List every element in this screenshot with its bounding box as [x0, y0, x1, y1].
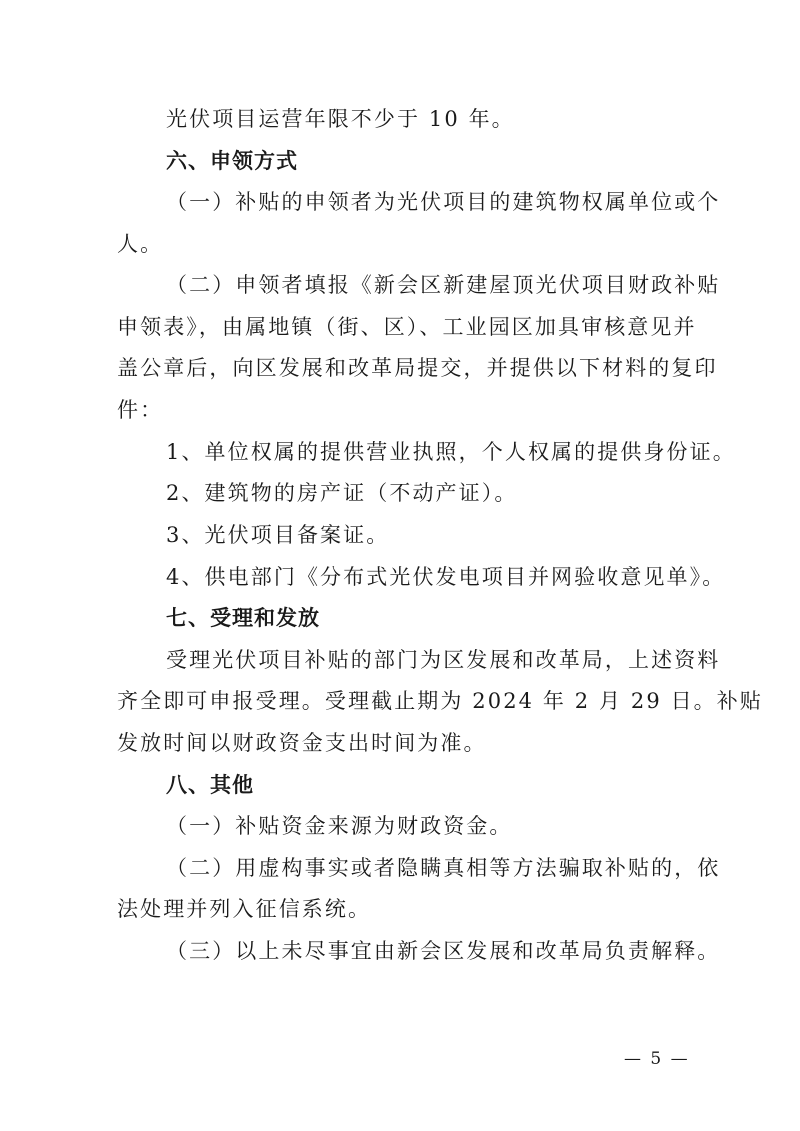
paragraph-line: 申领表》，由属地镇（街、区）、工业园区加具审核意见并: [117, 315, 697, 339]
paragraph-line: 法处理并列入征信系统。: [117, 897, 372, 921]
paragraph-line: （二）用虚构事实或者隐瞒真相等方法骗取补贴的，依: [166, 856, 721, 880]
section-heading-7: 七、受理和发放: [166, 606, 320, 630]
paragraph-line: （一）补贴的申领者为光伏项目的建筑物权属单位或个: [166, 190, 721, 214]
list-item: 1、单位权属的提供营业执照，个人权属的提供身份证。: [166, 440, 736, 464]
paragraph-line: （三）以上未尽事宜由新会区发展和改革局负责解释。: [166, 939, 721, 963]
section-heading-8: 八、其他: [166, 773, 254, 797]
list-item: 2、建筑物的房产证（不动产证）。: [166, 481, 518, 505]
paragraph-line: 人。: [117, 232, 164, 256]
paragraph-line: 发放时间以财政资金支出时间为准。: [117, 731, 487, 755]
paragraph-line: 盖公章后，向区发展和改革局提交，并提供以下材料的复印: [117, 356, 718, 380]
paragraph-line: 光伏项目运营年限不少于 10 年。: [166, 107, 515, 131]
list-item: 4、供电部门《分布式光伏发电项目并网验收意见单》。: [166, 565, 726, 589]
paragraph-line: （二）申领者填报《新会区新建屋顶光伏项目财政补贴: [166, 273, 721, 297]
list-item: 3、光伏项目备案证。: [166, 523, 390, 547]
paragraph-line: （一）补贴资金来源为财政资金。: [166, 814, 513, 838]
page-number: — 5 —: [624, 1049, 690, 1069]
paragraph-line: 件：: [117, 398, 164, 422]
section-heading-6: 六、申领方式: [166, 149, 298, 173]
paragraph-line: 受理光伏项目补贴的部门为区发展和改革局，上述资料: [166, 648, 721, 672]
paragraph-line: 齐全即可申报受理。受理截止期为 2024 年 2 月 29 日。补贴: [117, 689, 763, 713]
